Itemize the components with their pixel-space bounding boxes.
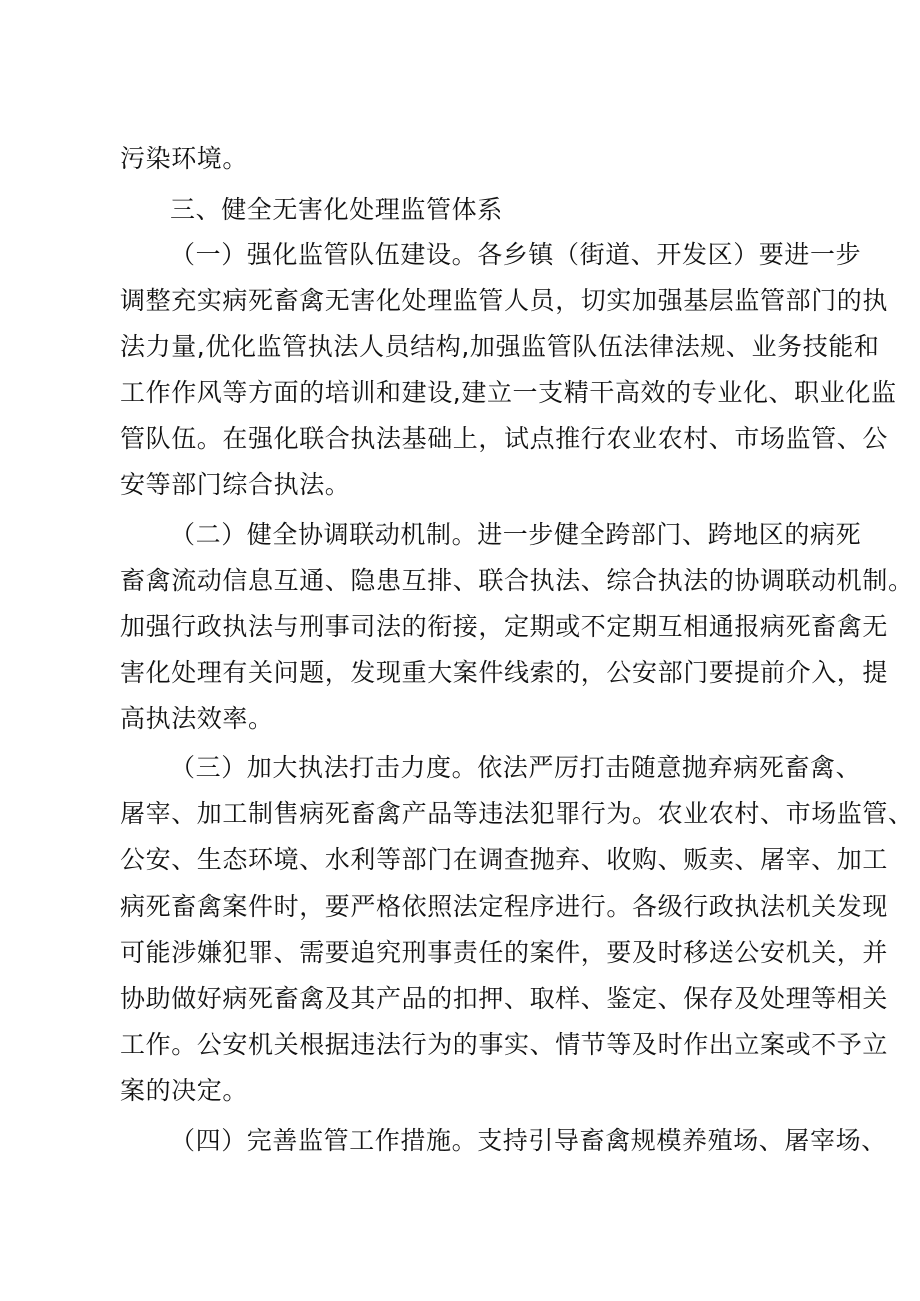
text-line: （四）完善监管工作措施。支持引导畜禽规模养殖场、屠宰场、 [170,1126,887,1155]
text-line: （三）加大执法打击力度。依法严厉打击随意抛弃病死畜禽、 [170,753,862,782]
text-line: 病死畜禽案件时，要严格依照法定程序进行。各级行政执法机关发现 [120,892,889,921]
text-line: 屠宰、加工制售病死畜禽产品等违法犯罪行为。农业农村、市场监管、 [120,799,914,828]
text-line: 工作。公安机关根据违法行为的事实、情节等及时作出立案或不予立 [120,1030,889,1059]
text-line: 污染环境。 [120,144,249,173]
text-line: 高执法效率。 [120,704,274,733]
text-line: 协助做好病死畜禽及其产品的扣押、取样、鉴定、保存及处理等相关 [120,984,889,1013]
text-line: （一）强化监管队伍建设。各乡镇（街道、开发区）要进一步 [170,240,862,269]
text-line: 公安、生态环境、水利等部门在调查抛弃、收购、贩卖、屠宰、加工 [120,845,889,874]
text-line: 法力量,优化监管执法人员结构,加强监管队伍法律法规、业务技能和 [120,332,880,361]
text-line: 案的决定。 [120,1076,249,1105]
text-line: 害化处理有关问题，发现重大案件线索的，公安部门要提前介入，提 [120,658,889,687]
section-heading: 三、健全无害化处理监管体系 [170,195,503,224]
text-line: 管队伍。在强化联合执法基础上，试点推行农业农村、市场监管、公 [120,424,889,453]
text-line: 可能涉嫌犯罪、需要追究刑事责任的案件，要及时移送公安机关，并 [120,938,889,967]
text-line: 安等部门综合执法。 [120,470,351,499]
text-line: 调整充实病死畜禽无害化处理监管人员，切实加强基层监管部门的执 [120,286,889,315]
text-line: 工作作风等方面的培训和建设,建立一支精干高效的专业化、职业化监 [120,378,897,407]
text-line: （二）健全协调联动机制。进一步健全跨部门、跨地区的病死 [170,520,862,549]
text-line: 畜禽流动信息互通、隐患互排、联合执法、综合执法的协调联动机制。 [120,566,914,595]
text-line: 加强行政执法与刑事司法的衔接，定期或不定期互相通报病死畜禽无 [120,612,889,641]
